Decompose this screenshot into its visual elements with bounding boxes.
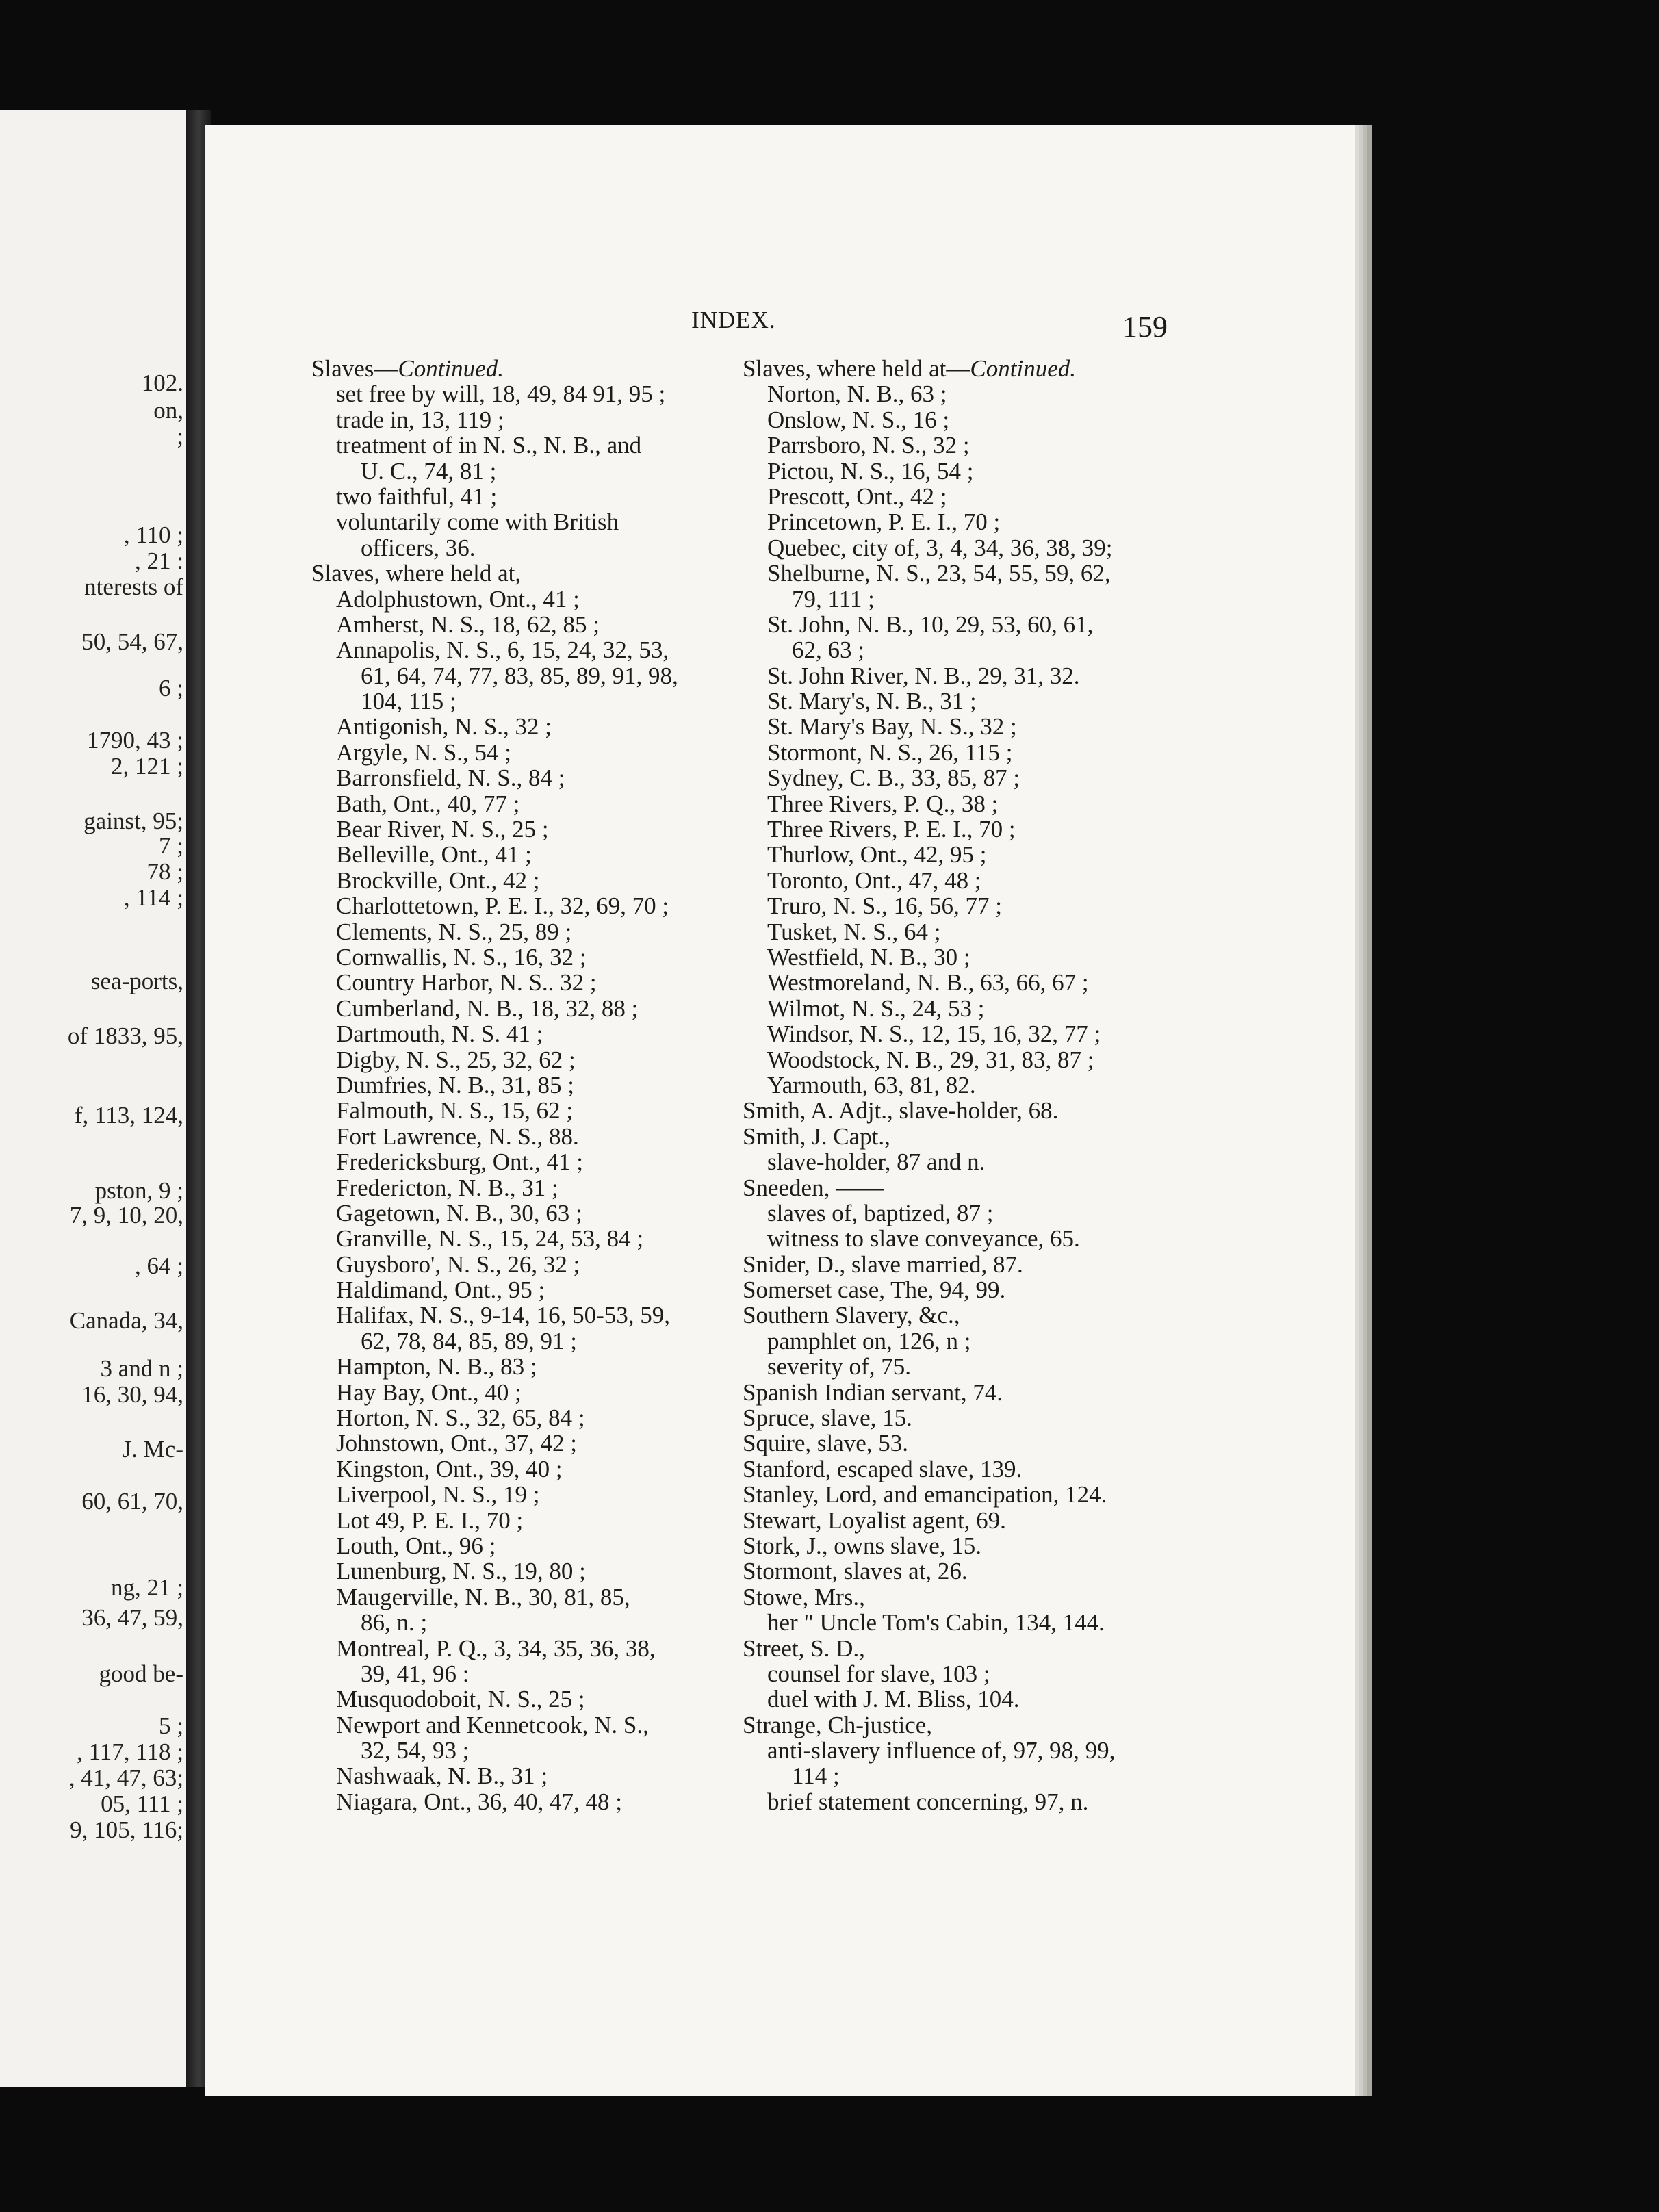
previous-page-fragment: good be- <box>99 1660 183 1687</box>
index-entry-text: Granville, N. S., 15, 24, 53, 84 ; <box>336 1225 644 1252</box>
index-entry <box>743 1533 1181 1558</box>
index-entry-text: Dartmouth, N. S. 41 ; <box>336 1020 543 1048</box>
index-entry-text: St. Mary's Bay, N. S., 32 ; <box>767 713 1017 741</box>
index-entry-text: St. Mary's, N. B., 31 ; <box>767 688 977 715</box>
index-entry <box>311 587 736 612</box>
index-entry-text: Maugerville, N. B., 30, 81, 85, <box>336 1583 630 1610</box>
index-entry-text: Lunenburg, N. S., 19, 80 ; <box>336 1558 586 1585</box>
index-entry <box>311 740 736 765</box>
index-entry-text: Digby, N. S., 25, 32, 62 ; <box>336 1046 576 1073</box>
previous-page-fragment: ; <box>177 423 183 450</box>
index-entry <box>311 1763 736 1788</box>
index-entry <box>743 535 1181 561</box>
index-entry-text: St. John, N. B., 10, 29, 53, 60, 61, <box>767 610 1094 638</box>
index-entry-text: Cumberland, N. B., 18, 32, 88 ; <box>336 994 639 1022</box>
index-entry <box>743 1686 1181 1712</box>
index-entry <box>311 1302 736 1328</box>
index-entry-text: slaves of, baptized, 87 ; <box>767 1199 994 1226</box>
index-entry <box>743 1789 1181 1814</box>
index-entry-text: Kingston, Ont., 39, 40 ; <box>336 1455 563 1482</box>
index-entry <box>743 1508 1181 1533</box>
index-entry-text: voluntarily come with British <box>336 509 619 536</box>
index-entry <box>311 1584 736 1610</box>
index-entry <box>311 970 736 995</box>
index-entry-text: her " Uncle Tom's Cabin, 134, 144. <box>767 1609 1105 1636</box>
index-entry <box>743 637 1181 663</box>
index-entry <box>743 1354 1181 1379</box>
index-entry-text: 62, 78, 84, 85, 89, 91 ; <box>361 1327 577 1354</box>
index-entry <box>743 714 1181 739</box>
index-entry <box>311 663 736 689</box>
index-entry <box>743 1047 1181 1072</box>
index-entry <box>311 1712 736 1738</box>
index-entry <box>743 1763 1181 1788</box>
index-entry-text: Country Harbor, N. S.. 32 ; <box>336 969 597 996</box>
index-entry <box>743 1124 1181 1149</box>
index-entry-text: Onslow, N. S., 16 ; <box>767 406 950 433</box>
index-column-right <box>743 356 1181 1814</box>
index-entry <box>311 996 736 1021</box>
previous-page-fragment: 1790, 43 ; <box>87 727 183 754</box>
previous-page-fragment: 102. <box>141 370 183 396</box>
index-entry-text: two faithful, 41 ; <box>336 483 498 510</box>
previous-page-fragment: 5 ; <box>159 1712 183 1739</box>
index-entry <box>311 1789 736 1814</box>
index-entry <box>743 1328 1181 1354</box>
index-entry <box>743 356 1181 381</box>
previous-page-fragment: 36, 47, 59, <box>81 1604 183 1631</box>
index-entry-text: Wilmot, N. S., 24, 53 ; <box>767 994 985 1022</box>
previous-page-edge <box>0 110 186 2087</box>
index-entry <box>743 663 1181 689</box>
index-entry <box>311 765 736 790</box>
index-entry <box>311 714 736 739</box>
previous-page-fragment: 16, 30, 94, <box>81 1381 183 1408</box>
index-entry-text: Louth, Ont., 96 ; <box>336 1532 496 1559</box>
index-entry-text: Bear River, N. S., 25 ; <box>336 816 549 843</box>
index-entry <box>743 1482 1181 1507</box>
index-entry <box>311 1354 736 1379</box>
index-entry-text: Squire, slave, 53. <box>743 1430 909 1457</box>
index-entry-text: 86, n. ; <box>361 1609 428 1636</box>
page-number: 159 <box>1122 310 1168 344</box>
index-entry-text: Street, S. D., <box>743 1634 865 1662</box>
index-entry-text: Falmouth, N. S., 15, 62 ; <box>336 1097 574 1124</box>
index-entry <box>743 433 1181 458</box>
index-entry-text: officers, 36. <box>361 534 476 561</box>
index-entry-text: Niagara, Ont., 36, 40, 47, 48 ; <box>336 1788 622 1815</box>
index-entry-text: counsel for slave, 103 ; <box>767 1660 990 1687</box>
index-entry <box>311 561 736 586</box>
index-entry <box>311 612 736 637</box>
index-entry-continued: Continued. <box>970 355 1076 382</box>
index-entry <box>743 868 1181 893</box>
index-entry <box>311 944 736 970</box>
index-entry-text: 61, 64, 74, 77, 83, 85, 89, 91, 98, <box>361 662 678 689</box>
index-entry <box>311 1738 736 1763</box>
previous-page-fragment: 78 ; <box>146 858 183 885</box>
index-entry <box>311 1098 736 1123</box>
index-entry-text: Norton, N. B., 63 ; <box>767 381 947 408</box>
index-entry-text: Johnstown, Ont., 37, 42 ; <box>336 1430 577 1457</box>
index-entry <box>743 842 1181 867</box>
index-entry <box>743 587 1181 612</box>
index-entry <box>743 1380 1181 1405</box>
index-entry <box>743 1456 1181 1482</box>
previous-page-fragment: , 114 ; <box>123 884 183 911</box>
index-entry <box>743 561 1181 586</box>
index-entry <box>743 1610 1181 1635</box>
index-entry <box>743 765 1181 790</box>
previous-page-fragment: sea-ports, <box>90 968 183 994</box>
index-entry-text: pamphlet on, 126, n ; <box>767 1327 971 1354</box>
index-entry-text: Parrsboro, N. S., 32 ; <box>767 432 970 459</box>
index-entry-text: 39, 41, 96 : <box>361 1660 470 1687</box>
previous-page-fragment: 6 ; <box>159 675 183 702</box>
index-entry <box>311 1380 736 1405</box>
index-entry <box>743 1430 1181 1456</box>
index-entry-text: Spanish Indian servant, 74. <box>743 1378 1003 1406</box>
previous-page-fragment: 9, 105, 116; <box>70 1816 183 1843</box>
index-entry <box>743 893 1181 918</box>
index-entry <box>743 791 1181 816</box>
index-entry <box>311 1636 736 1661</box>
index-entry <box>311 1072 736 1098</box>
index-entry <box>311 1610 736 1635</box>
index-entry <box>743 1021 1181 1046</box>
index-entry-text: Spruce, slave, 15. <box>743 1404 912 1432</box>
index-entry <box>743 459 1181 484</box>
index-entry-text: 62, 63 ; <box>792 636 864 664</box>
index-entry-text: witness to slave conveyance, 65. <box>767 1225 1080 1252</box>
index-entry <box>311 1508 736 1533</box>
index-entry-text: Gagetown, N. B., 30, 63 ; <box>336 1199 582 1226</box>
previous-page-fragment: , 21 : <box>135 548 183 574</box>
index-entry <box>743 1226 1181 1251</box>
index-entry-text: Newport and Kennetcook, N. S., <box>336 1711 649 1738</box>
index-entry <box>311 842 736 867</box>
index-entry-text: Stork, J., owns slave, 15. <box>743 1532 982 1559</box>
index-entry-text: anti-slavery influence of, 97, 98, 99, <box>767 1737 1116 1764</box>
index-entry <box>743 484 1181 509</box>
index-entry <box>311 1661 736 1686</box>
previous-page-fragment: , 110 ; <box>123 522 183 548</box>
index-entry-text: Quebec, city of, 3, 4, 34, 36, 38, 39; <box>767 534 1113 561</box>
index-entry-text: Stanley, Lord, and emancipation, 124. <box>743 1481 1107 1508</box>
index-entry <box>743 944 1181 970</box>
index-entry <box>311 1482 736 1507</box>
index-entry-text: St. John River, N. B., 29, 31, 32. <box>767 662 1080 689</box>
index-entry-text: Sneeden, —— <box>743 1174 884 1201</box>
index-entry-text: Charlottetown, P. E. I., 32, 69, 70 ; <box>336 892 669 920</box>
index-entry <box>311 1456 736 1482</box>
index-entry-text: 79, 111 ; <box>792 585 875 613</box>
index-entry-text: Fredericton, N. B., 31 ; <box>336 1174 558 1201</box>
index-entry <box>311 407 736 433</box>
index-entry <box>311 1047 736 1072</box>
index-entry <box>743 509 1181 535</box>
index-entry-text: Slaves— <box>311 355 398 382</box>
previous-page-fragment: on, <box>153 397 183 424</box>
previous-page-fragment: 05, 111 ; <box>101 1790 183 1817</box>
index-entry <box>743 689 1181 714</box>
index-entry-text: Brockville, Ont., 42 ; <box>336 866 540 894</box>
index-entry-text: Westmoreland, N. B., 63, 66, 67 ; <box>767 969 1089 996</box>
index-entry-text: Nashwaak, N. B., 31 ; <box>336 1762 548 1790</box>
previous-page-fragment: nterests of <box>84 574 183 600</box>
index-entry <box>311 689 736 714</box>
index-entry <box>743 381 1181 407</box>
index-entry-text: Barronsfield, N. S., 84 ; <box>336 764 565 792</box>
index-entry <box>311 919 736 944</box>
index-entry <box>311 1533 736 1558</box>
previous-page-fragment: J. Mc- <box>122 1436 183 1463</box>
index-entry <box>311 1252 736 1277</box>
previous-page-fragment: 2, 121 ; <box>111 753 183 780</box>
index-entry-continued: Continued. <box>398 355 504 382</box>
index-entry-text: Truro, N. S., 16, 56, 77 ; <box>767 892 1002 920</box>
index-entry-text: Argyle, N. S., 54 ; <box>336 738 512 766</box>
index-entry-text: severity of, 75. <box>767 1353 911 1380</box>
index-entry-text: Windsor, N. S., 12, 15, 16, 32, 77 ; <box>767 1020 1101 1048</box>
index-entry-text: Liverpool, N. S., 19 ; <box>336 1481 540 1508</box>
index-entry-text: Stewart, Loyalist agent, 69. <box>743 1506 1006 1534</box>
index-entry <box>311 1405 736 1430</box>
page-header-title: INDEX. <box>691 307 776 333</box>
index-entry-text: Antigonish, N. S., 32 ; <box>336 713 552 741</box>
previous-page-fragment: 50, 54, 67, <box>81 628 183 655</box>
index-entry-text: Prescott, Ont., 42 ; <box>767 483 947 510</box>
index-entry-text: Annapolis, N. S., 6, 15, 24, 32, 53, <box>336 636 669 664</box>
index-entry-text: Toronto, Ont., 47, 48 ; <box>767 866 981 894</box>
index-entry <box>743 1738 1181 1763</box>
index-entry-text: Slaves, where held at, <box>311 560 522 587</box>
index-entry <box>311 868 736 893</box>
index-entry-text: U. C., 74, 81 ; <box>361 457 497 485</box>
previous-page-fragment: 7 ; <box>159 832 183 859</box>
index-entry-text: Dumfries, N. B., 31, 85 ; <box>336 1071 575 1098</box>
index-entry <box>743 1072 1181 1098</box>
index-entry <box>311 381 736 407</box>
index-entry-text: Adolphustown, Ont., 41 ; <box>336 585 580 613</box>
index-entry-text: Hay Bay, Ont., 40 ; <box>336 1378 522 1406</box>
index-entry <box>743 1098 1181 1123</box>
index-entry-text: Three Rivers, P. E. I., 70 ; <box>767 816 1016 843</box>
previous-page-fragment: , 64 ; <box>135 1252 183 1279</box>
index-entry-text: slave-holder, 87 and n. <box>767 1148 986 1176</box>
previous-page-fragment: , 41, 47, 63; <box>68 1764 183 1791</box>
previous-page-fragment: , 117, 118 ; <box>77 1738 183 1765</box>
index-entry-text: Lot 49, P. E. I., 70 ; <box>336 1506 524 1534</box>
index-entry <box>311 1200 736 1226</box>
index-entry <box>743 996 1181 1021</box>
index-entry-text: Pictou, N. S., 16, 54 ; <box>767 457 974 485</box>
index-entry <box>311 791 736 816</box>
previous-page-fragment: ng, 21 ; <box>111 1574 183 1601</box>
index-entry <box>743 970 1181 995</box>
previous-page-fragment: 60, 61, 70, <box>81 1488 183 1515</box>
index-entry-text: Slaves, where held at— <box>743 355 970 382</box>
index-entry <box>743 1636 1181 1661</box>
index-entry-text: Halifax, N. S., 9-14, 16, 50-53, 59, <box>336 1302 671 1329</box>
index-entry <box>311 1149 736 1174</box>
index-entry <box>743 1302 1181 1328</box>
index-entry <box>311 1686 736 1712</box>
index-entry-text: Hampton, N. B., 83 ; <box>336 1353 537 1380</box>
index-entry <box>743 1200 1181 1226</box>
previous-page-fragment: 7, 9, 10, 20, <box>69 1202 183 1229</box>
index-entry-text: Montreal, P. Q., 3, 34, 35, 36, 38, <box>336 1634 656 1662</box>
index-entry-text: 114 ; <box>792 1762 840 1790</box>
index-entry-text: Sydney, C. B., 33, 85, 87 ; <box>767 764 1020 792</box>
index-entry-text: Princetown, P. E. I., 70 ; <box>767 509 1001 536</box>
index-entry-text: Stanford, escaped slave, 139. <box>743 1455 1023 1482</box>
index-entry <box>311 637 736 663</box>
index-entry-text: Smith, J. Capt., <box>743 1122 890 1150</box>
index-entry-text: Haldimand, Ont., 95 ; <box>336 1276 545 1304</box>
index-entry-text: 32, 54, 93 ; <box>361 1737 470 1764</box>
previous-page-fragment: of 1833, 95, <box>67 1023 183 1049</box>
index-entry <box>311 356 736 381</box>
index-entry-text: trade in, 13, 119 ; <box>336 406 504 433</box>
index-entry <box>743 407 1181 433</box>
index-entry <box>743 1277 1181 1302</box>
index-entry <box>311 459 736 484</box>
index-entry-text: set free by will, 18, 49, 84 91, 95 ; <box>336 381 666 408</box>
index-entry-text: Fort Lawrence, N. S., 88. <box>336 1122 579 1150</box>
index-entry <box>311 1430 736 1456</box>
index-entry <box>743 1712 1181 1738</box>
index-entry <box>311 1558 736 1584</box>
index-entry <box>743 740 1181 765</box>
previous-page-fragment: gainst, 95; <box>83 808 183 834</box>
index-entry <box>743 1584 1181 1610</box>
index-entry-text: Westfield, N. B., 30 ; <box>767 943 970 970</box>
index-entry <box>743 816 1181 842</box>
index-entry-text: Tusket, N. S., 64 ; <box>767 918 941 945</box>
index-entry <box>311 1021 736 1046</box>
index-entry <box>311 1175 736 1200</box>
index-entry-text: 104, 115 ; <box>361 688 456 715</box>
index-entry-text: Somerset case, The, 94, 99. <box>743 1276 1006 1304</box>
index-entry-text: Strange, Ch-justice, <box>743 1711 933 1738</box>
index-entry-text: Shelburne, N. S., 23, 54, 55, 59, 62, <box>767 560 1111 587</box>
index-entry <box>743 1558 1181 1584</box>
index-entry-text: Guysboro', N. S., 26, 32 ; <box>336 1250 580 1278</box>
index-entry-text: Horton, N. S., 32, 65, 84 ; <box>336 1404 585 1432</box>
index-entry <box>311 484 736 509</box>
index-entry-text: Belleville, Ont., 41 ; <box>336 841 532 869</box>
index-entry-text: Bath, Ont., 40, 77 ; <box>336 790 520 817</box>
index-entry-text: Amherst, N. S., 18, 62, 85 ; <box>336 610 600 638</box>
index-entry-text: duel with J. M. Bliss, 104. <box>767 1686 1020 1713</box>
index-entry-text: Musquodoboit, N. S., 25 ; <box>336 1686 585 1713</box>
index-entry <box>311 1277 736 1302</box>
index-entry-text: Clements, N. S., 25, 89 ; <box>336 918 572 945</box>
index-entry <box>311 893 736 918</box>
index-entry-text: Three Rivers, P. Q., 38 ; <box>767 790 999 817</box>
index-entry-text: Smith, A. Adjt., slave-holder, 68. <box>743 1097 1059 1124</box>
index-entry-text: treatment of in N. S., N. B., and <box>336 432 642 459</box>
index-entry <box>743 1252 1181 1277</box>
previous-page-fragment: pston, 9 ; <box>94 1177 183 1204</box>
index-entry-text: Snider, D., slave married, 87. <box>743 1250 1023 1278</box>
index-entry-text: Southern Slavery, &c., <box>743 1302 960 1329</box>
index-entry-text: Cornwallis, N. S., 16, 32 ; <box>336 943 587 970</box>
index-entry <box>743 1175 1181 1200</box>
index-entry <box>743 1149 1181 1174</box>
index-entry <box>743 919 1181 944</box>
index-entry <box>311 433 736 458</box>
index-entry <box>311 535 736 561</box>
index-entry <box>311 1226 736 1251</box>
index-entry-text: Stormont, slaves at, 26. <box>743 1558 968 1585</box>
index-entry-text: Stowe, Mrs., <box>743 1583 865 1610</box>
index-entry-text: brief statement concerning, 97, n. <box>767 1788 1089 1815</box>
previous-page-fragment: 3 and n ; <box>100 1355 183 1382</box>
previous-page-fragment: f, 113, 124, <box>74 1102 183 1129</box>
index-entry <box>311 816 736 842</box>
index-entry-text: Stormont, N. S., 26, 115 ; <box>767 738 1013 766</box>
index-column-left <box>311 356 736 1814</box>
index-entry <box>743 1661 1181 1686</box>
previous-page-fragment: Canada, 34, <box>69 1307 183 1334</box>
index-entry <box>743 612 1181 637</box>
index-entry-text: Thurlow, Ont., 42, 95 ; <box>767 841 987 869</box>
index-entry <box>311 509 736 535</box>
index-entry-text: Yarmouth, 63, 81, 82. <box>767 1071 976 1098</box>
index-entry-text: Woodstock, N. B., 29, 31, 83, 87 ; <box>767 1046 1094 1073</box>
index-entry-text: Fredericksburg, Ont., 41 ; <box>336 1148 583 1176</box>
index-entry <box>311 1328 736 1354</box>
index-entry <box>311 1124 736 1149</box>
index-entry <box>743 1405 1181 1430</box>
